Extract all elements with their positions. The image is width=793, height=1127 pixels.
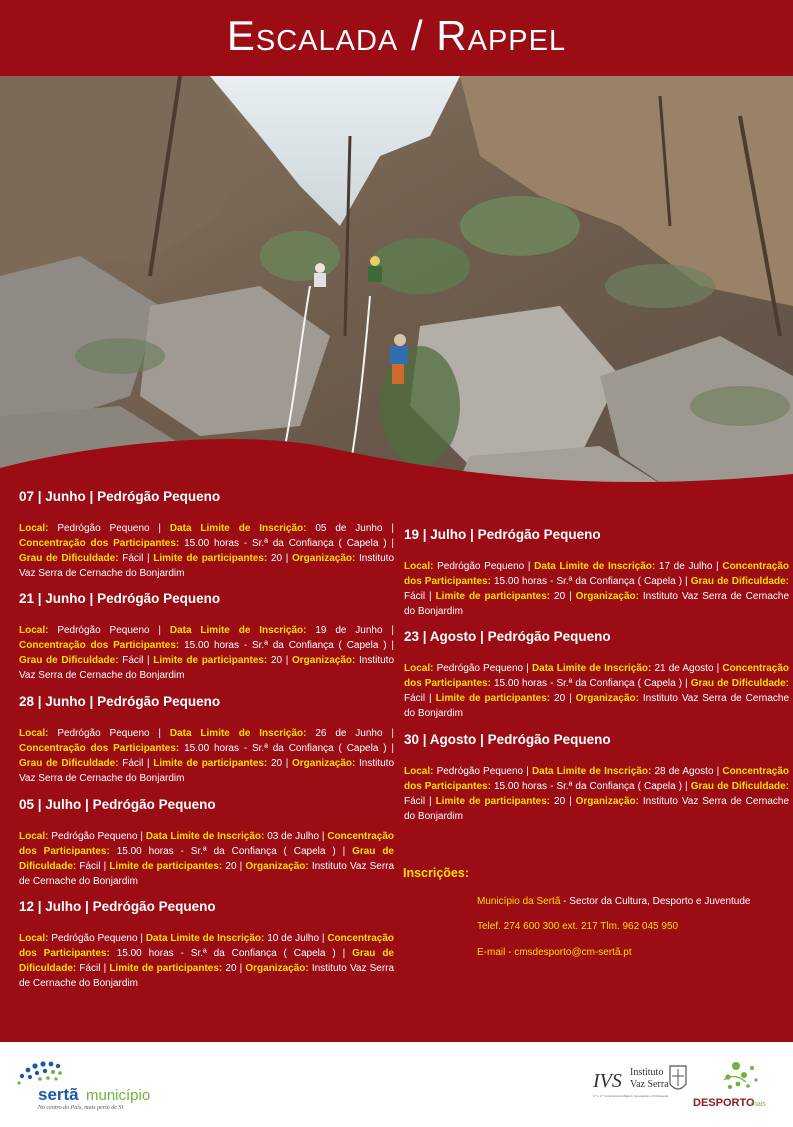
event-block	[19, 694, 394, 786]
serta-logo-tagline: No centro do País, mais perto de Si	[38, 1105, 124, 1111]
event-block	[19, 797, 394, 889]
event-title: 07 | Junho | Pedrógão Pequeno	[19, 489, 221, 504]
event-details: Local: Pedrógão Pequeno | Data Limite de Inscrição: 10 de Julho | Concentração dos Participantes: 15.00 horas - Sr.ª da Confiança ( Capela ) | Grau de Dificuldade: Fácil | Limite de participantes: 20 | Organização: Instituto Vaz Serra de Cernache do Bonjardim	[19, 933, 395, 989]
event-title: 05 | Julho | Pedrógão Pequeno	[19, 797, 216, 812]
inscricoes-email[interactable]: E-mail - cmsdesporto@cm-sertã.pt	[477, 947, 632, 958]
event-title: 21 | Junho | Pedrógão Pequeno	[19, 591, 221, 606]
header-band	[0, 0, 793, 76]
ivs-logo-small: 2.º e 3.º Ciclos Ensino Básico, Secundário e Profissional	[593, 1094, 669, 1098]
event-details: Local: Pedrógão Pequeno | Data Limite de Inscrição: 26 de Junho | Concentração dos Participantes: 15.00 horas - Sr.ª da Confiança ( Capela ) | Grau de Dificuldade: Fácil | Limite de participantes: 20 | Organização: Instituto Vaz Serra de Cernache do Bonjardim	[19, 728, 395, 784]
ivs-logo-line2: Vaz Serra	[630, 1079, 669, 1090]
event-details: Local: Pedrógão Pequeno | Data Limite de Inscrição: 28 de Agosto | Concentração dos Participantes: 15.00 horas - Sr.ª da Confiança ( Capela ) | Grau de Dificuldade: Fácil | Limite de participantes: 20 | Organização: Instituto Vaz Serra de Cernache do Bonjardim	[404, 766, 790, 822]
inscricoes-label: Inscrições:	[403, 866, 470, 880]
event-block	[19, 591, 394, 683]
event-block	[404, 732, 789, 824]
event-block	[404, 527, 789, 619]
inscricoes-org: Município da Sertã - Sector da Cultura, Desporto e Juventude	[477, 896, 751, 907]
event-block	[19, 899, 394, 991]
event-title: 19 | Julho | Pedrógão Pequeno	[404, 527, 601, 542]
serta-logo-suffix: município	[86, 1087, 151, 1104]
footer	[0, 1042, 793, 1122]
event-title: 28 | Junho | Pedrógão Pequeno	[19, 694, 221, 709]
event-details: Local: Pedrógão Pequeno | Data Limite de Inscrição: 05 de Junho | Concentração dos Participantes: 15.00 horas - Sr.ª da Confiança ( Capela ) | Grau de Dificuldade: Fácil | Limite de participantes: 20 | Organização: Instituto Vaz Serra de Cernache do Bonjardim	[19, 523, 395, 579]
event-block	[404, 629, 789, 721]
event-details: Local: Pedrógão Pequeno | Data Limite de Inscrição: 19 de Junho | Concentração dos Participantes: 15.00 horas - Sr.ª da Confiança ( Capela ) | Grau de Dificuldade: Fácil | Limite de participantes: 20 | Organização: Instituto Vaz Serra de Cernache do Bonjardim	[19, 625, 395, 681]
ivs-logo-mark: IVS	[593, 1070, 622, 1092]
inscricoes-phone: Telef. 274 600 300 ext. 217 Tlm. 962 045 950	[477, 921, 679, 932]
event-details: Local: Pedrógão Pequeno | Data Limite de Inscrição: 17 de Julho | Concentração dos Participantes: 15.00 horas - Sr.ª da Confiança ( Capela ) | Grau de Dificuldade: Fácil | Limite de participantes: 20 | Organização: Instituto Vaz Serra de Cernache do Bonjardim	[404, 561, 790, 617]
shield-icon	[670, 1066, 686, 1089]
page-title: Escalada / Rappel	[226, 12, 567, 59]
serta-logo	[17, 1061, 150, 1111]
desporto-logo-main: DESPORTO	[693, 1097, 755, 1109]
serta-logo-name: sertã	[38, 1085, 79, 1104]
event-details: Local: Pedrógão Pequeno | Data Limite de Inscrição: 21 de Agosto | Concentração dos Participantes: 15.00 horas - Sr.ª da Confiança ( Capela ) | Grau de Dificuldade: Fácil | Limite de participantes: 20 | Organização: Instituto Vaz Serra de Cernache do Bonjardim	[404, 663, 790, 719]
event-title: 23 | Agosto | Pedrógão Pequeno	[404, 629, 611, 644]
ivs-logo	[592, 1066, 686, 1098]
event-block	[19, 489, 394, 581]
event-title: 12 | Julho | Pedrógão Pequeno	[19, 899, 216, 914]
event-title: 30 | Agosto | Pedrógão Pequeno	[404, 732, 611, 747]
desporto-logo	[693, 1062, 766, 1109]
desporto-logo-sub: mais	[751, 1101, 766, 1108]
ivs-logo-line1: Instituto	[630, 1067, 664, 1078]
event-details: Local: Pedrógão Pequeno | Data Limite de Inscrição: 03 de Julho | Concentração dos Participantes: 15.00 horas - Sr.ª da Confiança ( Capela ) | Grau de Dificuldade: Fácil | Limite de participantes: 20 | Organização: Instituto Vaz Serra de Cernache do Bonjardim	[19, 831, 395, 887]
